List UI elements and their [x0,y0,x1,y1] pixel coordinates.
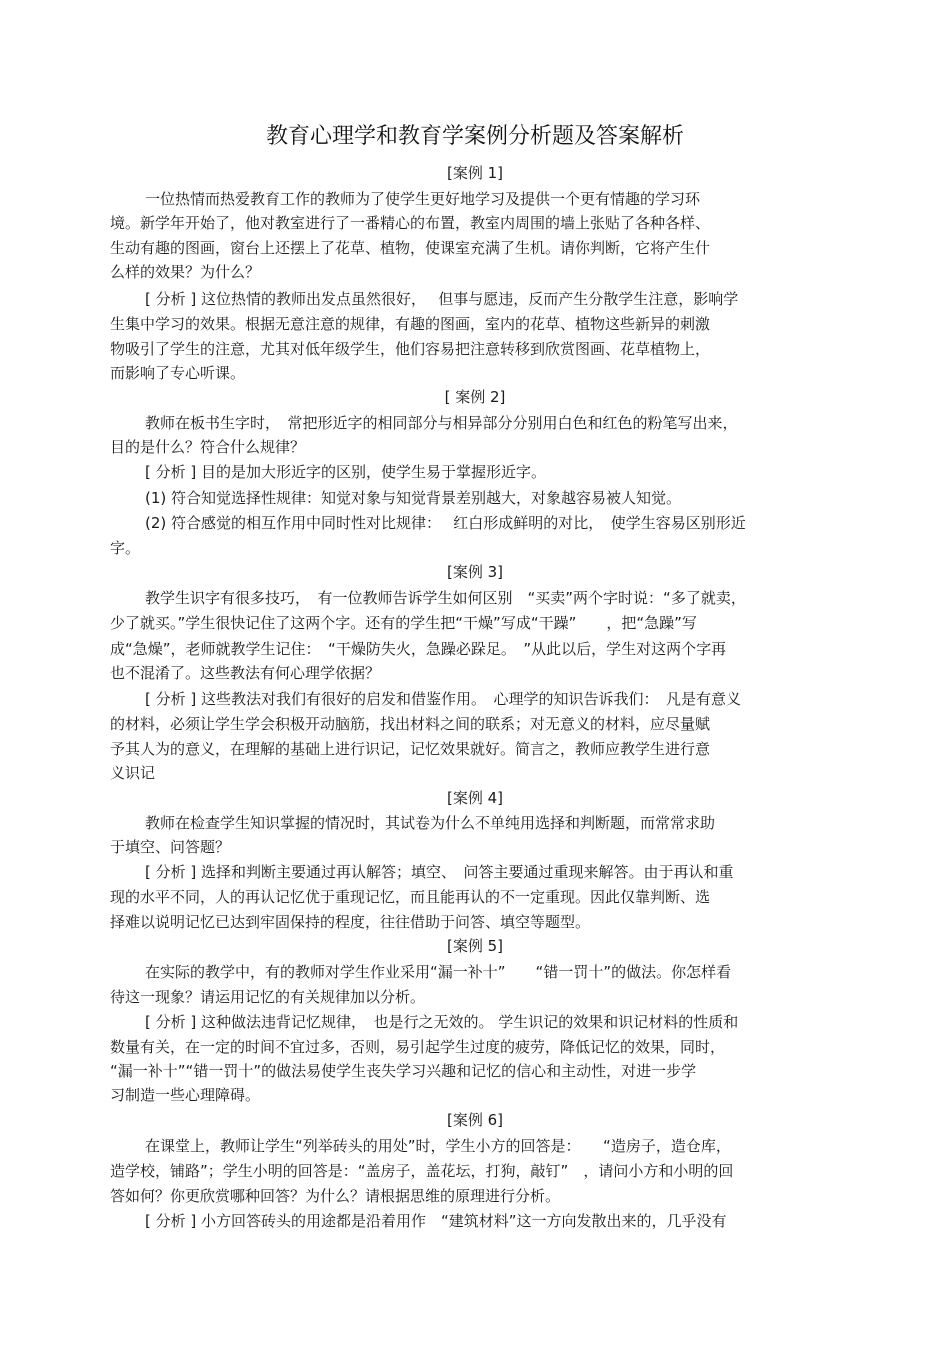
case-3-analysis-line-2: 的材料，必须让学生学会积极开动脑筋，找出材料之间的联系；对无意义的材料，应尽量赋 [110,715,711,733]
case-4-analysis-line-2: 现的水平不同，人的再认记忆优于重现记忆，而且能再认的不一定重现。因此仅靠判断、选 [110,888,711,906]
case-1-analysis-line-2: 生集中学习的效果。根据无意注意的规律，有趣的图画，室内的花草、植物这些新异的刺激 [110,315,711,333]
document-title: 教育心理学和教育学案例分析题及答案解析 [265,124,684,149]
case-1-line-2: 境。新学年开始了，他对教室进行了一番精心的布置，教室内周围的墙上张贴了各种各样、 [110,214,711,232]
case-2-heading: [ 案例 2] [444,388,506,406]
case-3-analysis-line-4: 义识记 [110,764,156,782]
case-3-line-3: 成“急燥”，老师就教学生记住： “干燥防失火，急躁必跺足。 ”从此以后，学生对这两个字再 [110,640,727,658]
case-2-analysis-line-3: (2) 符合感觉的相互作用中同时性对比规律： 红白形成鲜明的对比， 使学生容易区别形近 [145,514,746,532]
case-4-analysis-line-3: 择难以说明记忆已达到牢固保持的程度，往往借助于问答、填空等题型。 [110,913,591,931]
case-1-analysis-line-1: [ 分析 ] 这位热情的教师出发点虽然很好， 但事与愿违，反而产生分散学生注意，影响学 [145,290,739,308]
case-1-heading: [案例 1] [446,164,504,182]
case-5-analysis-line-2: 数量有关，在一定的时间不宜过多，否则，易引起学生过度的疲劳，降低记忆的效果，同时， [110,1038,726,1056]
case-1-analysis-line-3: 物吸引了学生的注意，尤其对低年级学生，他们容易把注意转移到欣赏图画、花草植物上， [110,340,711,358]
case-4-line-1: 教师在检查学生知识掌握的情况时，其试卷为什么不单纯用选择和判断题，而常常求助 [145,814,716,832]
case-1-line-1: 一位热情而热爱教育工作的教师为了使学生更好地学习及提供一个更有情趣的学习环 [145,190,701,208]
case-2-line-1: 教师在板书生字时， 常把形近字的相同部分与相异部分分别用白色和红色的粉笔写出来， [145,414,738,432]
case-2-line-2: 目的是什么？符合什么规律？ [110,438,306,456]
case-3-line-1: 教学生识字有很多技巧， 有一位教师告诉学生如何区别 “买卖”两个字时说：“多了就卖， [145,589,746,607]
case-6-analysis-line-1: [ 分析 ] 小方回答砖头的用途都是沿着用作 “建筑材料”这一方向发散出来的，几乎没有 [145,1212,727,1230]
case-1-line-3: 生动有趣的图画，窗台上还摆上了花草、植物，使课室充满了生机。请你判断，它将产生什 [110,239,711,257]
case-4-heading: [案例 4] [446,789,504,807]
case-2-analysis-line-2: (1) 符合知觉选择性规律：知觉对象与知觉背景差别越大，对象越容易被人知觉。 [145,489,682,507]
case-5-heading: [案例 5] [446,937,504,955]
case-6-line-1: 在课堂上，教师让学生“列举砖头的用处”时，学生小方的回答是： “造房子，造仓库， [145,1137,731,1155]
case-3-analysis-line-1: [ 分析 ] 这些教法对我们有很好的启发和借鉴作用。 心理学的知识告诉我们： 凡是有意义 [145,690,742,708]
case-1-line-4: 么样的效果？为什么？ [110,263,261,281]
case-2-analysis-line-1: [ 分析 ] 目的是加大形近字的区别，使学生易于掌握形近字。 [145,463,547,481]
case-5-line-2: 待这一现象？请运用记忆的有关规律加以分析。 [110,988,426,1006]
case-6-heading: [案例 6] [446,1111,504,1129]
case-5-analysis-line-1: [ 分析 ] 这种做法违背记忆规律， 也是行之无效的。 学生识记的效果和识记材料的性质和 [145,1013,739,1031]
case-4-line-2: 于填空、问答题？ [110,838,231,856]
case-6-line-3: 答如何？你更欣赏哪种回答？为什么？请根据思维的原理进行分析。 [110,1187,561,1205]
case-5-analysis-line-3: “漏一补十”“错一罚十”的做法易使学生丧失学习兴趣和记忆的信心和主动性，对进一步学 [110,1062,697,1080]
case-5-analysis-line-4: 习制造一些心理障碍。 [110,1086,261,1104]
case-3-line-4: 也不混淆了。这些教法有何心理学依据？ [110,664,381,682]
case-4-analysis-line-1: [ 分析 ] 选择和判断主要通过再认解答；填空、 问答主要通过重现来解答。由于再认和重 [145,863,734,881]
case-3-line-2: 少了就买。”学生很快记住了这两个字。还有的学生把“干燥”写成“干躁” ，把“急躁”写 [110,614,697,632]
case-2-analysis-line-4: 字。 [110,539,141,557]
case-6-line-2: 造学校，铺路”；学生小明的回答是：“盖房子，盖花坛，打狗，敲钉” ，请问小方和小明的回 [110,1162,734,1180]
case-3-analysis-line-3: 予其人为的意义，在理解的基础上进行识记，记忆效果就好。简言之，教师应教学生进行意 [110,740,711,758]
case-1-analysis-line-4: 而影响了专心听课。 [110,364,246,382]
case-3-heading: [案例 3] [446,563,504,581]
case-5-line-1: 在实际的教学中，有的教师对学生作业采用“漏一补十” “错一罚十”的做法。你怎样看 [145,963,732,981]
